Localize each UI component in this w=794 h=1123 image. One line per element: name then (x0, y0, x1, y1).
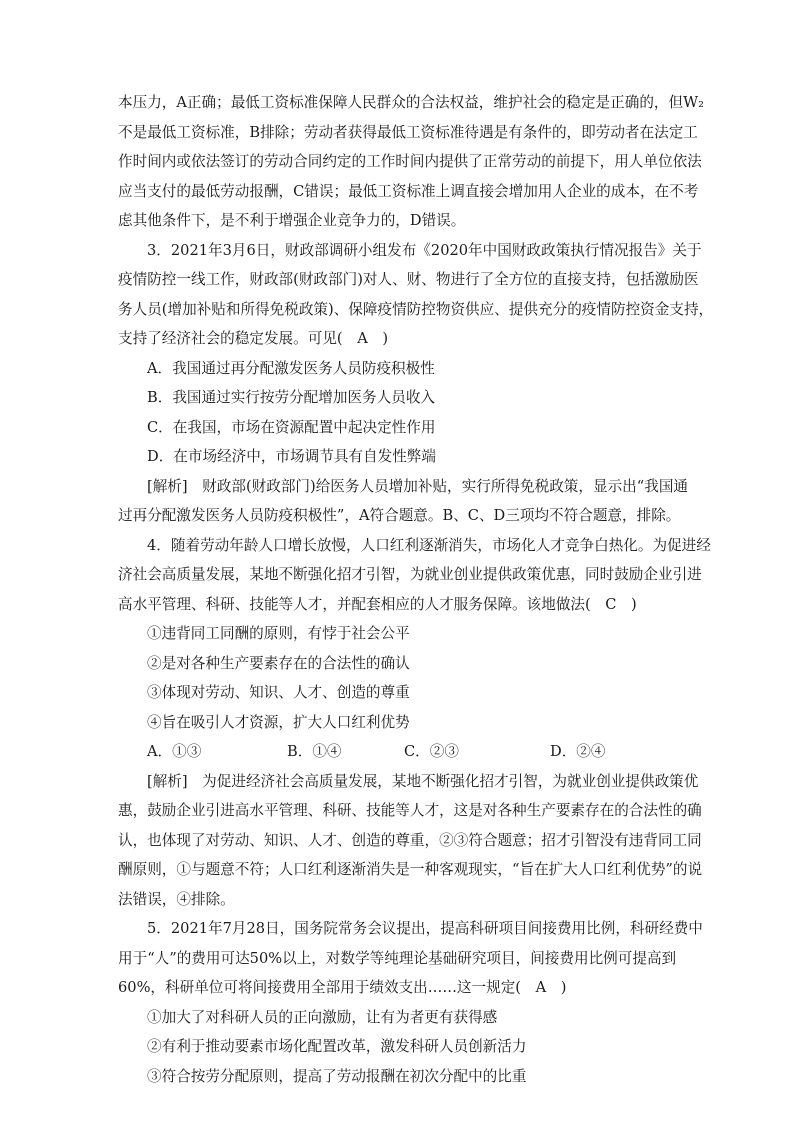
statement: ②有利于推动要素市场化配置改革，激发科研人员创新活力 (147, 1038, 527, 1055)
analysis: [解析] 财政部(财政部门)给医务人员增加补贴，实行所得免税政策，显示出“我国通 (147, 477, 689, 495)
text-line: 应当支付的最低劳动报酬，C错误；最低工资标准上调直接会增加用人企业的成本，在不考 (118, 182, 699, 200)
document-page (118, 88, 714, 1091)
question-stem: 支持了经济社会的稳定发展。可见( A ) (118, 330, 389, 347)
statement: ①加大了对科研人员的正向激励，让有为者更有获得感 (147, 1008, 498, 1026)
text-line: 不是最低工资标准，B排除；劳动者获得最低工资标准待遇是有条件的，即劳动者在法定工 (118, 123, 698, 141)
analysis: 法错误，④排除。 (118, 890, 235, 908)
statement: ②是对各种生产要素存在的合法性的确认 (147, 654, 410, 672)
choice-d: D．②④ (550, 743, 606, 760)
choice-b: B．①④ (287, 743, 342, 760)
question-stem: 4．随着劳动年龄人口增长放慢，人口红利逐渐消失，市场化人才竞争白热化。为促进经 (147, 536, 711, 554)
statement: ①违背同工同酬的原则，有悖于社会公平 (147, 625, 410, 642)
statement: ③体现对劳动、知识、人才、创造的尊重 (147, 684, 410, 701)
statement: ③符合按劳分配原则，提高了劳动报酬在初次分配中的比重 (147, 1067, 527, 1085)
text-line: 作时间内或依法签订的劳动合同约定的工作时间内提供了正常劳动的前提下，用人单位依法 (118, 153, 702, 170)
analysis: 酬原则，①与题意不符；人口红利逐渐消失是一种客观现实，“旨在扩大人口红利优势”的说 (118, 861, 703, 878)
question-stem: 疫情防控一线工作，财政部(财政部门)对人、财、物进行了全方位的直接支持，包括激励医 (118, 271, 699, 288)
question-3 (118, 236, 714, 531)
question-4 (118, 531, 711, 915)
analysis: [解析] 为促进经济社会高质量发展，某地不断强化招才引智，为就业创业提供政策优 (147, 772, 699, 790)
analysis: 惠，鼓励企业引进高水平管理、科研、技能等人才，这是对各种生产要素存在的合法性的确 (118, 802, 702, 819)
option-c: C．在我国，市场在资源配置中起决定性作用 (147, 418, 436, 436)
question-stem: 5．2021年7月28日，国务院常务会议提出，提高科研项目间接费用比例，科研经费中 (147, 920, 703, 937)
choice-row (118, 737, 674, 767)
question-stem: 用于“人”的费用可达50%以上，对数学等纯理论基础研究项目，间接费用比例可提高到 (118, 949, 677, 967)
text-line: 虑其他条件下，是不利于增强企业竞争力的，D错误。 (118, 212, 466, 229)
analysis: 过再分配激发医务人员防疫积极性”，A符合题意。B、C、D三项均不符合题意，排除。 (118, 507, 681, 524)
question-stem: 高水平管理、科研、技能等人才，并配套相应的人才服务保障。该地做法( C ) (118, 595, 637, 613)
question-stem: 济社会高质量发展，某地不断强化招才引智，为就业创业提供政策优惠，同时鼓励企业引进 (118, 566, 702, 583)
choice-a: A．①③ (147, 743, 202, 760)
option-a: A．我国通过再分配激发医务人员防疫积极性 (147, 359, 435, 377)
choice-c: C．②③ (404, 743, 459, 760)
option-b: B．我国通过实行按劳分配增加医务人员收入 (147, 389, 436, 406)
option-d: D．在市场经济中，市场调节具有自发性弊端 (147, 448, 436, 465)
question-stem: 务人员(增加补贴和所得免税政策)、保障疫情防控物资供应、提供充分的疫情防控资金支持， (118, 300, 714, 318)
question-stem: 60%，科研单位可将间接费用全部用于绩效支出……这一规定( A ) (118, 979, 567, 996)
text-line: 本压力，A正确；最低工资标准保障人民群众的合法权益，维护社会的稳定是正确的，但W₂ (118, 94, 704, 111)
question-5 (118, 914, 703, 1091)
analysis: 认，也体现了对劳动、知识、人才、创造的尊重，②③符合题意；招才引智没有违背同工同 (118, 831, 702, 849)
statement: ④旨在吸引人才资源，扩大人口红利优势 (147, 713, 410, 731)
question-stem: 3．2021年3月6日，财政部调研小组发布《2020年中国财政政策执行情况报告》关于 (147, 241, 702, 259)
